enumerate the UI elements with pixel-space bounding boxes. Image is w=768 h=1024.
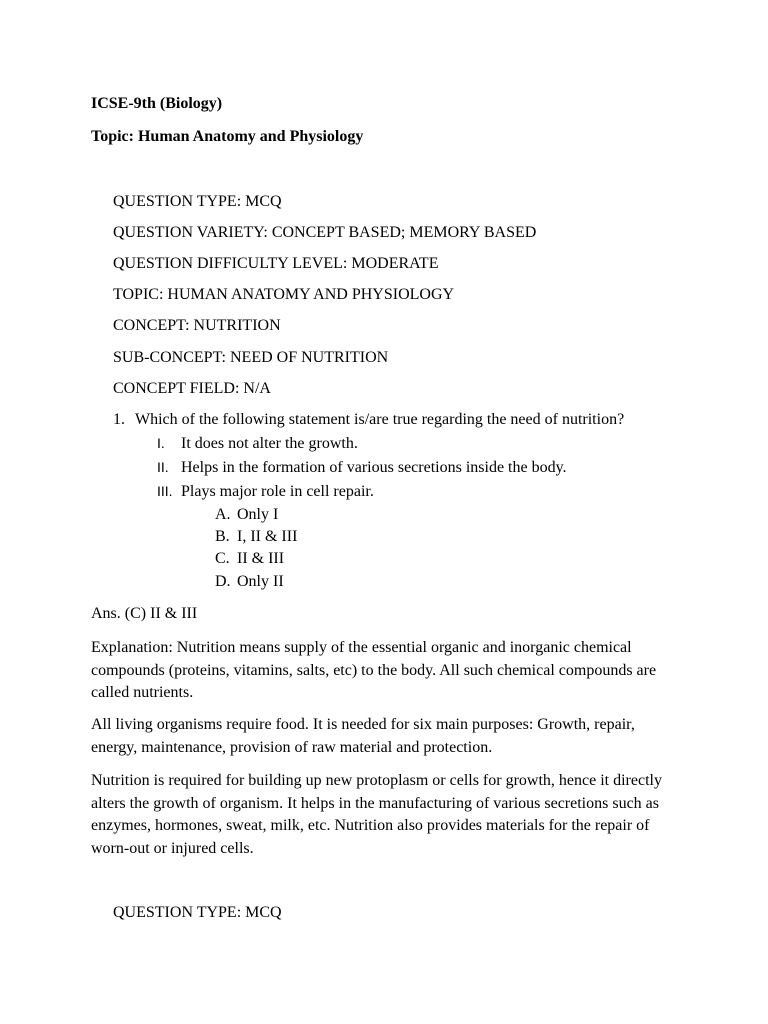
statement-text: It does not alter the growth. [181, 435, 358, 452]
meta-difficulty: QUESTION DIFFICULTY LEVEL: MODERATE [113, 255, 439, 272]
option-letter: B. [215, 528, 230, 545]
statement-text: Plays major role in cell repair. [181, 483, 374, 500]
option-item [215, 548, 284, 570]
next-question-type: QUESTION TYPE: MCQ [113, 904, 282, 921]
option-item [215, 526, 297, 548]
statement-item [157, 456, 567, 479]
question-body: Which of the following statement is/are true regarding the need of nutrition? [135, 411, 625, 428]
topic-heading: Topic: Human Anatomy and Physiology [91, 128, 364, 145]
statement-item [157, 432, 358, 455]
answer-line: Ans. (C) II & III [91, 605, 198, 622]
statement-item [157, 480, 374, 503]
meta-question-variety: QUESTION VARIETY: CONCEPT BASED; MEMORY BASED [113, 224, 537, 241]
question-text [113, 409, 624, 431]
option-letter: C. [215, 550, 230, 567]
statement-number: III. [157, 483, 173, 499]
meta-concept: CONCEPT: NUTRITION [113, 317, 281, 334]
explanation-paragraph: Explanation: Nutrition means supply of the essential organic and inorganic chemical compounds (proteins, vitamins, salts, etc) to the body. All such chemical compounds are called nutrients. [91, 639, 657, 701]
meta-topic: TOPIC: HUMAN ANATOMY AND PHYSIOLOGY [113, 286, 455, 303]
statement-text: Helps in the formation of various secretions inside the body. [181, 459, 567, 476]
option-item [215, 571, 284, 593]
option-text: II & III [237, 550, 285, 567]
option-letter: A. [215, 506, 231, 523]
explanation-paragraph: Nutrition is required for building up new protoplasm or cells for growth, hence it directly alters the growth of organism. It helps in the manufacturing of various secretions such as enzymes, hormones, sweat, milk, etc. Nutrition also provides materials for the repair of worn-out or injured cells. [91, 772, 662, 857]
explanation-paragraph: All living organisms require food. It is needed for six main purposes: Growth, repair, energy, maintenance, provision of raw material and protection. [91, 716, 635, 756]
option-text: Only I [237, 506, 279, 523]
meta-concept-field: CONCEPT FIELD: N/A [113, 380, 271, 397]
statement-number: II. [157, 459, 169, 475]
option-text: I, II & III [237, 528, 298, 545]
option-item [215, 504, 278, 526]
meta-question-type: QUESTION TYPE: MCQ [113, 193, 282, 210]
course-title: ICSE-9th (Biology) [91, 95, 223, 112]
option-text: Only II [237, 573, 284, 590]
question-number: 1. [113, 411, 125, 428]
meta-sub-concept: SUB-CONCEPT: NEED OF NUTRITION [113, 349, 389, 366]
statement-number: I. [157, 435, 165, 451]
option-letter: D. [215, 573, 231, 590]
